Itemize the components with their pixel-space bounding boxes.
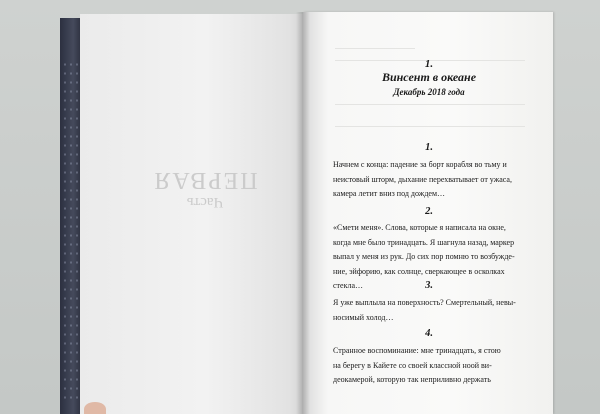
text-line: «Смети меня». Слова, которые я написала на окне, xyxy=(333,223,506,232)
text-line: неистовый шторм, дыхание перехватывает от ужаса, xyxy=(333,174,512,184)
show-through-line xyxy=(335,104,525,105)
section-number: 1. xyxy=(425,142,433,153)
text-line: Странное воспоминание: мне тринадцать, я стою xyxy=(333,346,501,355)
text-line: ние, эйфорию, как солнце, сверкающее в осколках xyxy=(333,266,505,276)
chapter-title: Винсент в океане xyxy=(381,70,477,84)
paragraph xyxy=(333,296,527,325)
show-through-line xyxy=(335,126,525,127)
section-number: 4. xyxy=(425,328,433,339)
section-number: 3. xyxy=(425,280,433,291)
text-line: Начнем с конца: падение за борт корабля во тьму и xyxy=(333,160,507,169)
page-gutter xyxy=(296,12,310,414)
show-through-line xyxy=(335,48,415,49)
left-page xyxy=(80,14,308,414)
fingertip xyxy=(84,402,106,414)
section-number: 2. xyxy=(425,206,433,217)
text-line: камера летит вниз под дождем… xyxy=(333,189,445,199)
text-line: носимый холод… xyxy=(333,312,394,322)
text-line: на берегу в Кайете со своей классной ноой ви- xyxy=(333,360,492,370)
text-line: деокамерой, которую так неприливно держать xyxy=(333,375,491,385)
text-line: выпал у меня из рук. До сих пор помню то возбужде- xyxy=(333,252,515,262)
paragraph xyxy=(333,344,527,388)
chapter-date: Декабрь 2018 года xyxy=(393,87,465,97)
chapter-number: 1. xyxy=(424,58,434,70)
text-line: стекла… xyxy=(333,281,364,291)
part-title-mirrored xyxy=(150,150,260,210)
paragraph xyxy=(333,158,527,202)
spine-pattern xyxy=(62,60,80,400)
part-label: ПЕРВАЯ xyxy=(152,167,258,193)
text-line: когда мне было тринадцать. Я шагнула назад, маркер xyxy=(333,237,515,247)
text-line: Я уже выплыла на поверхность? Смертельный, невы- xyxy=(333,298,516,307)
part-word: Часть xyxy=(186,194,224,210)
